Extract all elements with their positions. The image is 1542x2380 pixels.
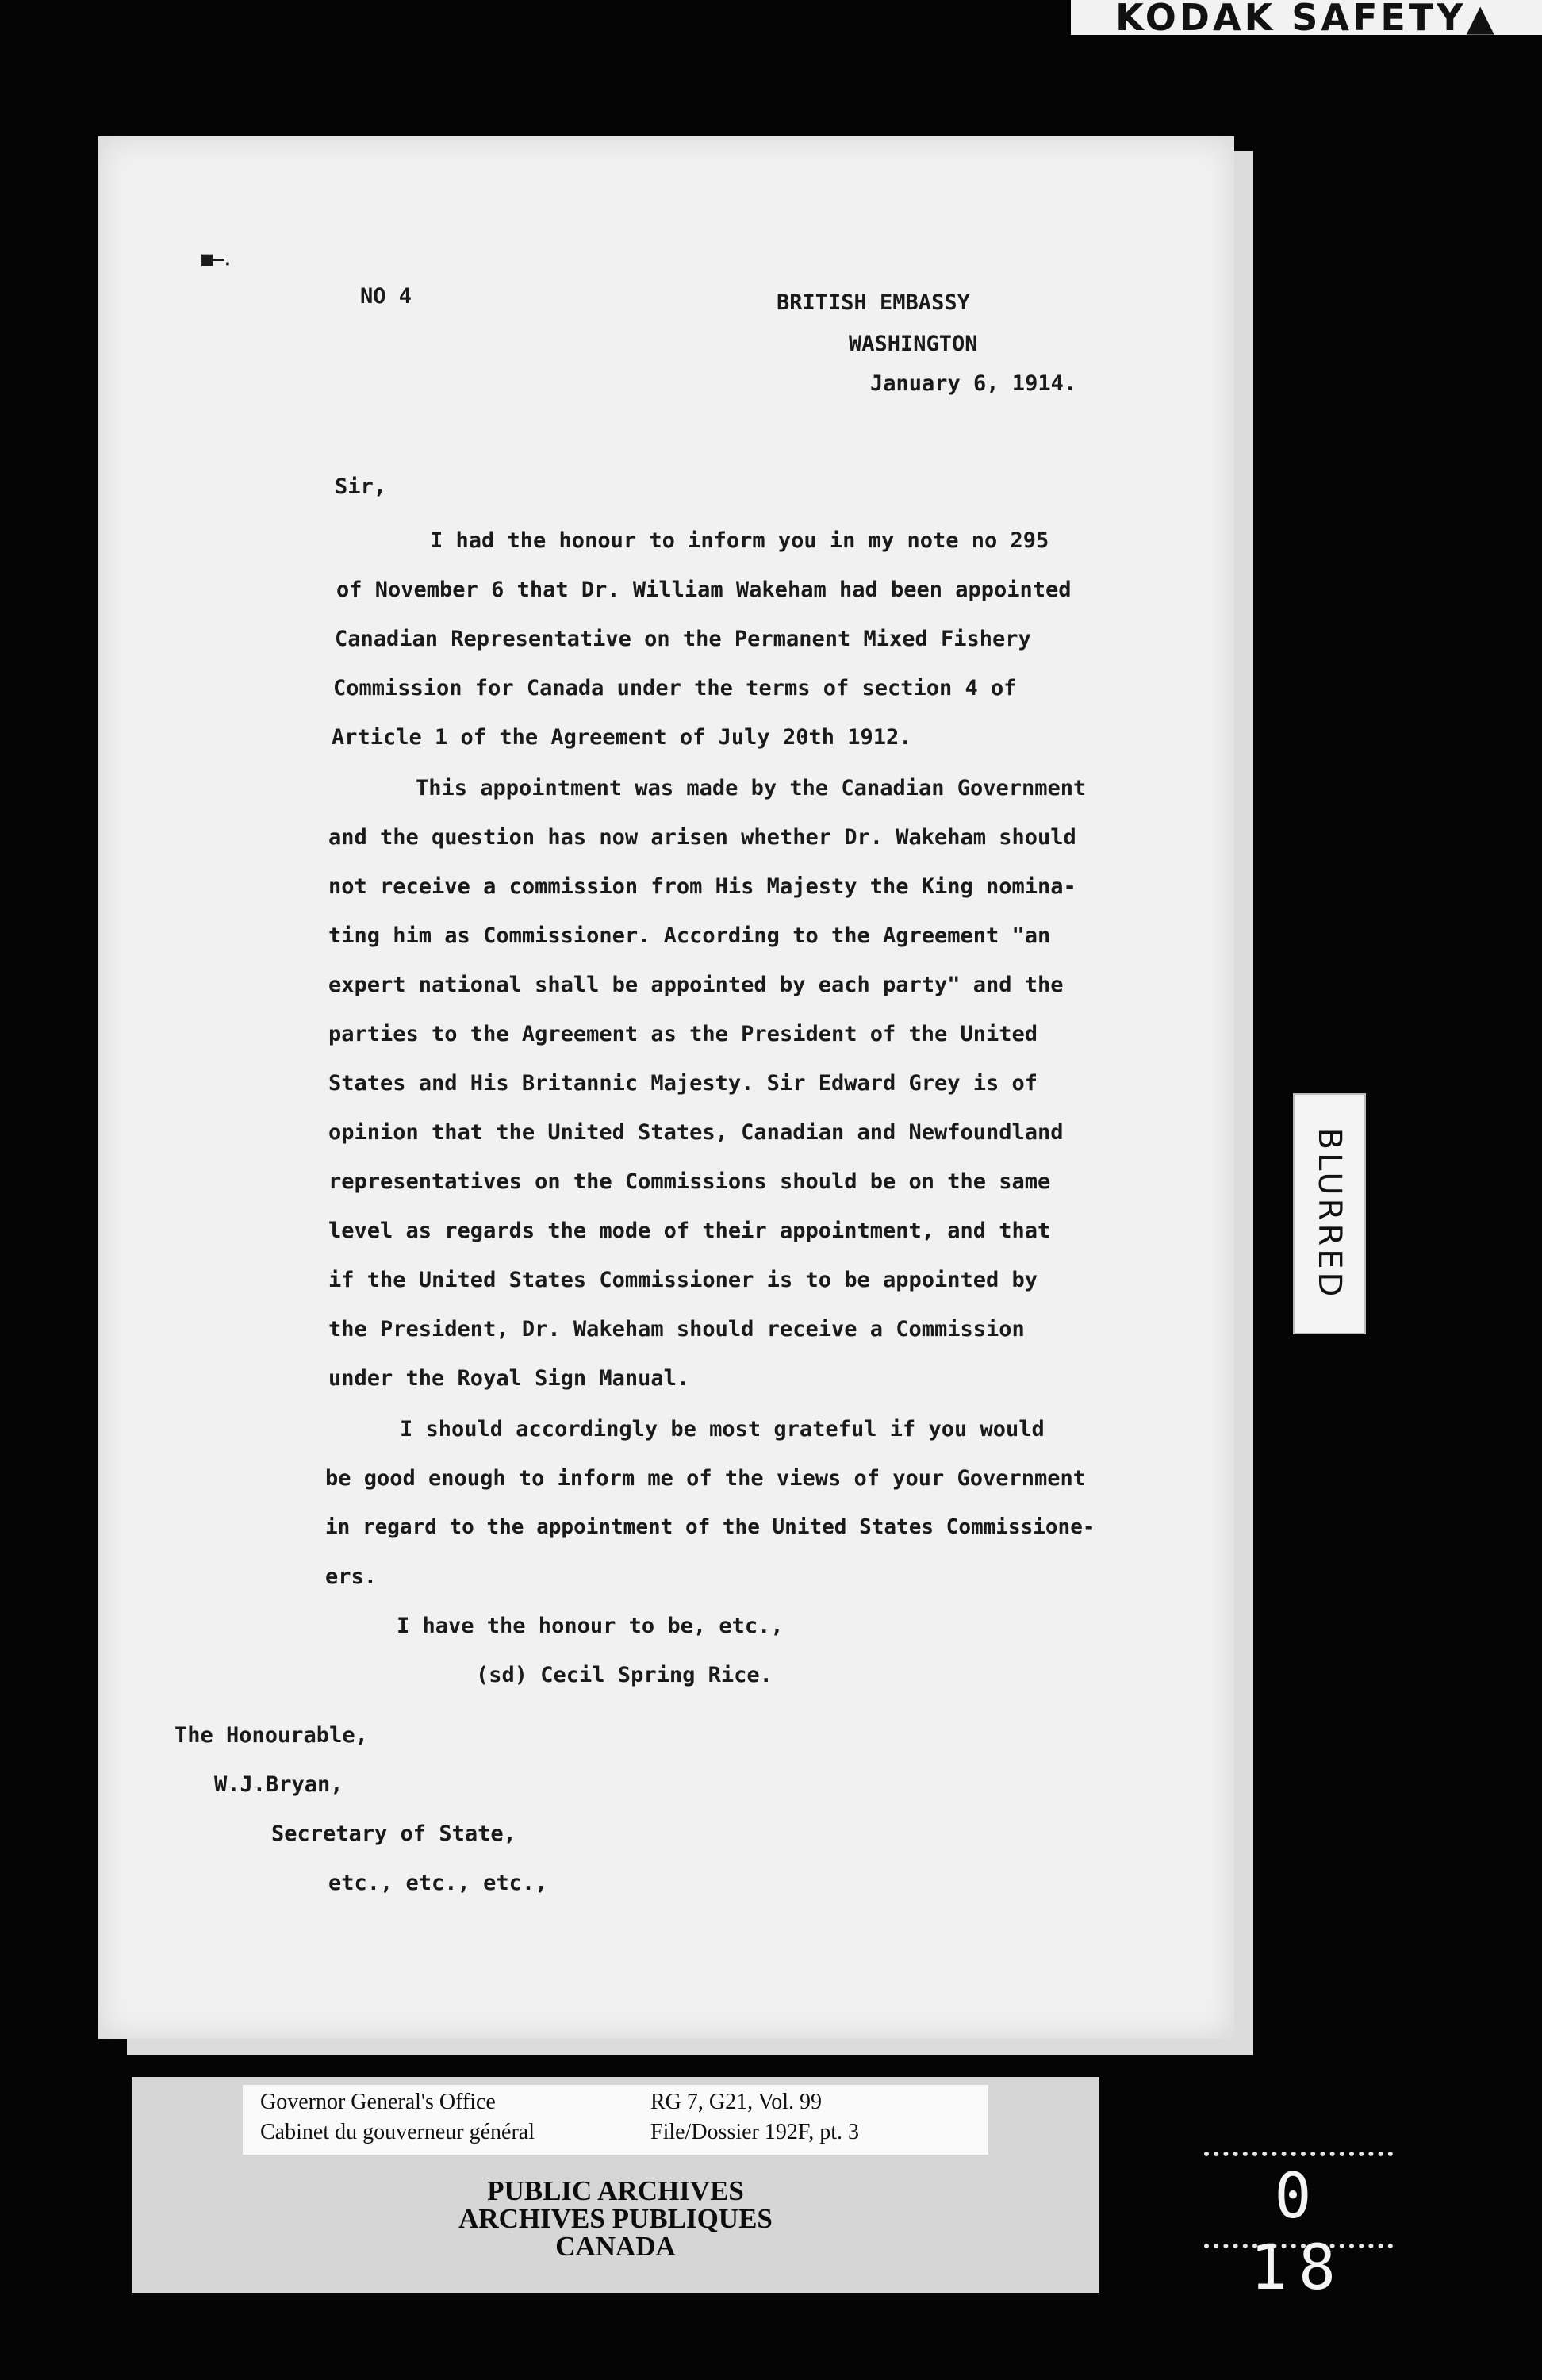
- body-line: representatives on the Commissions should be on the same: [328, 1169, 1051, 1194]
- letter-page: [98, 136, 1234, 2039]
- letter-number: NO 4: [360, 284, 412, 309]
- archive-title: [370, 2177, 861, 2260]
- embassy-heading: BRITISH EMBASSY: [777, 290, 970, 315]
- body-line: parties to the Agreement as the President of the United: [328, 1022, 1038, 1046]
- addressee-line: Secretary of State,: [271, 1821, 516, 1846]
- addressee-line: The Honourable,: [175, 1723, 368, 1748]
- blurred-tab: [1293, 1093, 1366, 1334]
- archive-card: [132, 2077, 1099, 2293]
- letter-date: January 6, 1914.: [870, 371, 1077, 396]
- archive-title-french: ARCHIVES PUBLIQUES: [458, 2203, 773, 2234]
- body-line: This appointment was made by the Canadian Government: [416, 776, 1087, 800]
- body-line: level as regards the mode of their appointment, and that: [328, 1219, 1051, 1243]
- body-line: Article 1 of the Agreement of July 20th 1912.: [332, 725, 912, 750]
- frame-counter: [1204, 2152, 1393, 2304]
- office-french: Cabinet du gouverneur général: [260, 2120, 535, 2144]
- body-line: the President, Dr. Wakeham should receive a Commission: [328, 1317, 1025, 1342]
- body-line: in regard to the appointment of the United States Commissione-: [325, 1515, 1095, 1539]
- body-line: and the question has now arisen whether Dr. Wakeham should: [328, 825, 1076, 850]
- closing: I have the honour to be, etc.,: [397, 1614, 784, 1638]
- record-group: RG 7, G21, Vol. 99: [650, 2090, 823, 2114]
- body-line: opinion that the United States, Canadian and Newfoundland: [328, 1120, 1064, 1145]
- archive-title-country: CANADA: [555, 2231, 676, 2262]
- frame-number: 0 18: [1250, 2161, 1347, 2304]
- body-line: be good enough to inform me of the views of your Government: [325, 1466, 1087, 1491]
- office-english: Governor General's Office: [260, 2090, 496, 2114]
- body-line: I had the honour to inform you in my note no 295: [430, 528, 1049, 553]
- city-heading: WASHINGTON: [849, 332, 978, 356]
- body-line: of November 6 that Dr. William Wakeham had been appointed: [336, 578, 1072, 602]
- body-line: ers.: [325, 1564, 378, 1589]
- archive-reference-label: [243, 2085, 988, 2155]
- file-dossier: File/Dossier 192F, pt. 3: [650, 2120, 859, 2144]
- archive-title-english: PUBLIC ARCHIVES: [487, 2175, 744, 2206]
- body-line: expert national shall be appointed by each party" and the: [328, 973, 1064, 997]
- body-line: ting him as Commissioner. According to the Agreement "an: [328, 923, 1051, 948]
- body-line: Canadian Representative on the Permanent Mixed Fishery: [335, 627, 1031, 651]
- addressee-line: W.J.Bryan,: [214, 1772, 343, 1797]
- scan-mark: ■–․: [201, 248, 231, 270]
- body-line: not receive a commission from His Majesty the King nomina-: [328, 874, 1076, 899]
- signature: (sd) Cecil Spring Rice.: [476, 1663, 773, 1687]
- body-line: under the Royal Sign Manual.: [328, 1366, 690, 1391]
- addressee-line: etc., etc., etc.,: [328, 1871, 548, 1895]
- film-brand-label: KODAK SAFETY▲: [1071, 0, 1542, 35]
- body-line: if the United States Commissioner is to be appointed by: [328, 1268, 1038, 1292]
- body-line: Commission for Canada under the terms of section 4 of: [333, 676, 1017, 701]
- body-line: I should accordingly be most grateful if you would: [400, 1417, 1045, 1441]
- salutation: Sir,: [335, 474, 387, 499]
- blurred-tab-label: BLURRED: [1311, 1127, 1348, 1300]
- body-line: States and His Britannic Majesty. Sir Edward Grey is of: [328, 1071, 1038, 1096]
